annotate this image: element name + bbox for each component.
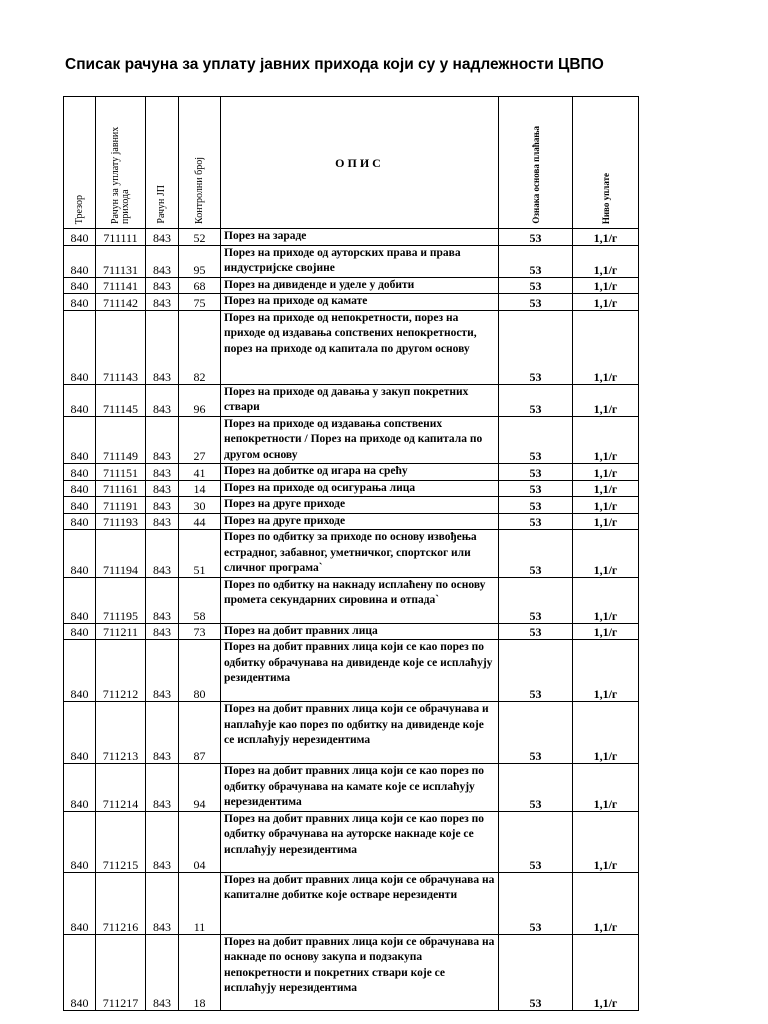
- cell-nivo: 1,1/г: [573, 294, 639, 311]
- cell-trezor: 840: [64, 623, 96, 640]
- cell-nivo: 1,1/г: [573, 530, 639, 578]
- cell-kontrolni-broj: 73: [179, 623, 221, 640]
- cell-racun: 711194: [96, 530, 146, 578]
- cell-kontrolni-broj: 75: [179, 294, 221, 311]
- cell-opis: Порез на добитке од игара на срећу: [221, 464, 499, 481]
- cell-opis: Порез на добит правних лица који се као порез по одбитку обрачунава на дивиденде које се исплаћују резидентима: [221, 640, 499, 702]
- cell-racun: 711143: [96, 310, 146, 384]
- cell-nivo: 1,1/г: [573, 513, 639, 530]
- table-row: [64, 577, 639, 623]
- table-row: [64, 640, 639, 702]
- cell-kontrolni-broj: 14: [179, 480, 221, 497]
- cell-oznaka: 53: [499, 577, 573, 623]
- cell-opis: Порез на приходе од ауторских права и права индустријске својине: [221, 245, 499, 277]
- cell-kontrolni-broj: 11: [179, 872, 221, 934]
- cell-opis: Порез по одбитку на накнаду исплаћену по основу промета секундарних сировина и отпада`: [221, 577, 499, 623]
- cell-oznaka: 53: [499, 294, 573, 311]
- cell-racun-jp: 843: [146, 497, 179, 514]
- table-row: [64, 934, 639, 1010]
- cell-racun-jp: 843: [146, 702, 179, 764]
- col-header-kontrolni-broj: Контролни број: [179, 97, 221, 229]
- cell-racun-jp: 843: [146, 530, 179, 578]
- cell-racun: 711161: [96, 480, 146, 497]
- accounts-table: [63, 96, 639, 1011]
- cell-nivo: 1,1/г: [573, 245, 639, 277]
- cell-trezor: 840: [64, 384, 96, 416]
- cell-opis: Порез на приходе од непокретности, порез на приходе од издавања сопствених непокретности, порез на приходе од капитала по другом основу: [221, 310, 499, 384]
- cell-kontrolni-broj: 80: [179, 640, 221, 702]
- cell-racun-jp: 843: [146, 294, 179, 311]
- table-row: [64, 384, 639, 416]
- cell-racun-jp: 843: [146, 384, 179, 416]
- page-title: Списак рачуна за уплату јавних прихода који су у надлежности ЦВПО: [65, 56, 604, 73]
- cell-kontrolni-broj: 52: [179, 229, 221, 246]
- cell-racun-jp: 843: [146, 310, 179, 384]
- cell-racun-jp: 843: [146, 277, 179, 294]
- cell-opis: Порез на добит правних лица који се као порез по одбитку обрачунава на ауторске накнаде које се исплаћују нерезидентима: [221, 811, 499, 872]
- cell-oznaka: 53: [499, 277, 573, 294]
- cell-racun: 711131: [96, 245, 146, 277]
- cell-oznaka: 53: [499, 480, 573, 497]
- cell-nivo: 1,1/г: [573, 872, 639, 934]
- cell-racun-jp: 843: [146, 416, 179, 464]
- cell-oznaka: 53: [499, 245, 573, 277]
- cell-trezor: 840: [64, 764, 96, 812]
- col-header-opis: ОПИС: [221, 97, 499, 229]
- cell-trezor: 840: [64, 811, 96, 872]
- table-row: [64, 277, 639, 294]
- cell-racun: 711195: [96, 577, 146, 623]
- table-header-row: [64, 97, 639, 229]
- cell-opis: Порез на друге приходе: [221, 497, 499, 514]
- cell-racun: 711151: [96, 464, 146, 481]
- cell-kontrolni-broj: 94: [179, 764, 221, 812]
- cell-nivo: 1,1/г: [573, 811, 639, 872]
- cell-oznaka: 53: [499, 640, 573, 702]
- cell-oznaka: 53: [499, 530, 573, 578]
- cell-oznaka: 53: [499, 811, 573, 872]
- cell-racun-jp: 843: [146, 577, 179, 623]
- cell-oznaka: 53: [499, 497, 573, 514]
- cell-racun: 711214: [96, 764, 146, 812]
- cell-opis: Порез на добит правних лица који се као порез по одбитку обрачунава на камате које се исплаћују нерезидентима: [221, 764, 499, 812]
- table-row: [64, 530, 639, 578]
- cell-racun: 711216: [96, 872, 146, 934]
- cell-trezor: 840: [64, 513, 96, 530]
- col-header-trezor: Трезор: [64, 97, 96, 229]
- cell-racun: 711212: [96, 640, 146, 702]
- cell-opis: Порез на приходе од камате: [221, 294, 499, 311]
- table-row: [64, 497, 639, 514]
- cell-trezor: 840: [64, 702, 96, 764]
- cell-kontrolni-broj: 68: [179, 277, 221, 294]
- cell-racun-jp: 843: [146, 513, 179, 530]
- cell-nivo: 1,1/г: [573, 497, 639, 514]
- cell-trezor: 840: [64, 416, 96, 464]
- cell-opis: Порез на дивиденде и уделе у добити: [221, 277, 499, 294]
- cell-racun: 711145: [96, 384, 146, 416]
- cell-kontrolni-broj: 04: [179, 811, 221, 872]
- cell-racun: 711111: [96, 229, 146, 246]
- cell-racun-jp: 843: [146, 229, 179, 246]
- cell-racun-jp: 843: [146, 934, 179, 1010]
- cell-trezor: 840: [64, 497, 96, 514]
- cell-kontrolni-broj: 82: [179, 310, 221, 384]
- cell-oznaka: 53: [499, 416, 573, 464]
- cell-racun: 711217: [96, 934, 146, 1010]
- cell-opis: Порез на друге приходе: [221, 513, 499, 530]
- cell-oznaka: 53: [499, 872, 573, 934]
- cell-oznaka: 53: [499, 384, 573, 416]
- cell-racun: 711213: [96, 702, 146, 764]
- cell-trezor: 840: [64, 480, 96, 497]
- cell-opis: Порез на зараде: [221, 229, 499, 246]
- cell-nivo: 1,1/г: [573, 229, 639, 246]
- cell-kontrolni-broj: 58: [179, 577, 221, 623]
- cell-opis: Порез на добит правних лица који се обрачунава на накнаде по основу закупа и подзакупа непокретности и покретних ствари које се исплаћују нерезидентима: [221, 934, 499, 1010]
- table-row: [64, 294, 639, 311]
- cell-nivo: 1,1/г: [573, 640, 639, 702]
- cell-nivo: 1,1/г: [573, 310, 639, 384]
- table-row: [64, 480, 639, 497]
- cell-kontrolni-broj: 95: [179, 245, 221, 277]
- cell-nivo: 1,1/г: [573, 577, 639, 623]
- cell-oznaka: 53: [499, 623, 573, 640]
- cell-racun: 711141: [96, 277, 146, 294]
- cell-racun-jp: 843: [146, 480, 179, 497]
- cell-oznaka: 53: [499, 934, 573, 1010]
- table-row: [64, 464, 639, 481]
- cell-nivo: 1,1/г: [573, 702, 639, 764]
- cell-trezor: 840: [64, 640, 96, 702]
- cell-oznaka: 53: [499, 764, 573, 812]
- cell-racun: 711215: [96, 811, 146, 872]
- cell-oznaka: 53: [499, 513, 573, 530]
- cell-opis: Порез на приходе од осигурања лица: [221, 480, 499, 497]
- table-row: [64, 702, 639, 764]
- cell-trezor: 840: [64, 464, 96, 481]
- cell-nivo: 1,1/г: [573, 464, 639, 481]
- cell-nivo: 1,1/г: [573, 416, 639, 464]
- cell-nivo: 1,1/г: [573, 384, 639, 416]
- table-row: [64, 811, 639, 872]
- table-row: [64, 229, 639, 246]
- cell-kontrolni-broj: 30: [179, 497, 221, 514]
- cell-trezor: 840: [64, 245, 96, 277]
- cell-opis: Порез на добит правних лица: [221, 623, 499, 640]
- cell-racun: 711149: [96, 416, 146, 464]
- col-header-oznaka: Ознака основа плаћања: [499, 97, 573, 229]
- cell-opis: Порез на добит правних лица који се обрачунава на капиталне добитке које остваре нерезиденти: [221, 872, 499, 934]
- cell-racun-jp: 843: [146, 640, 179, 702]
- cell-nivo: 1,1/г: [573, 480, 639, 497]
- cell-oznaka: 53: [499, 702, 573, 764]
- cell-kontrolni-broj: 87: [179, 702, 221, 764]
- cell-kontrolni-broj: 51: [179, 530, 221, 578]
- cell-trezor: 840: [64, 530, 96, 578]
- cell-kontrolni-broj: 18: [179, 934, 221, 1010]
- cell-opis: Порез на приходе од издавања сопствених непокретности / Порез на приходе од капитала по другом основу: [221, 416, 499, 464]
- col-header-racun-za-uplatu: Рачун за уплату јавних прихода: [96, 97, 146, 229]
- table-row: [64, 872, 639, 934]
- table-row: [64, 310, 639, 384]
- cell-opis: Порез на приходе од давања у закуп покретних ствари: [221, 384, 499, 416]
- cell-nivo: 1,1/г: [573, 277, 639, 294]
- cell-trezor: 840: [64, 934, 96, 1010]
- col-header-nivo: Ниво уплате: [573, 97, 639, 229]
- table-row: [64, 416, 639, 464]
- cell-kontrolni-broj: 41: [179, 464, 221, 481]
- cell-kontrolni-broj: 27: [179, 416, 221, 464]
- cell-oznaka: 53: [499, 464, 573, 481]
- cell-trezor: 840: [64, 872, 96, 934]
- table-row: [64, 623, 639, 640]
- cell-oznaka: 53: [499, 310, 573, 384]
- cell-racun: 711191: [96, 497, 146, 514]
- cell-kontrolni-broj: 96: [179, 384, 221, 416]
- cell-trezor: 840: [64, 310, 96, 384]
- cell-trezor: 840: [64, 229, 96, 246]
- cell-trezor: 840: [64, 294, 96, 311]
- table-row: [64, 513, 639, 530]
- col-header-racun-jp: Рачун ЈП: [146, 97, 179, 229]
- cell-racun-jp: 843: [146, 623, 179, 640]
- cell-kontrolni-broj: 44: [179, 513, 221, 530]
- cell-opis: Порез по одбитку за приходе по основу извођења естрадног, забавног, уметничког, спортског или сличног програма`: [221, 530, 499, 578]
- cell-racun-jp: 843: [146, 872, 179, 934]
- cell-trezor: 840: [64, 577, 96, 623]
- cell-racun-jp: 843: [146, 245, 179, 277]
- cell-oznaka: 53: [499, 229, 573, 246]
- cell-racun: 711193: [96, 513, 146, 530]
- table-row: [64, 245, 639, 277]
- cell-racun-jp: 843: [146, 764, 179, 812]
- table-row: [64, 764, 639, 812]
- cell-trezor: 840: [64, 277, 96, 294]
- cell-racun: 711142: [96, 294, 146, 311]
- cell-nivo: 1,1/г: [573, 623, 639, 640]
- cell-racun-jp: 843: [146, 464, 179, 481]
- cell-nivo: 1,1/г: [573, 934, 639, 1010]
- cell-opis: Порез на добит правних лица који се обрачунава и наплаћује као порез по одбитку на дивиденде које се исплаћују нерезидентима: [221, 702, 499, 764]
- cell-nivo: 1,1/г: [573, 764, 639, 812]
- cell-racun-jp: 843: [146, 811, 179, 872]
- cell-racun: 711211: [96, 623, 146, 640]
